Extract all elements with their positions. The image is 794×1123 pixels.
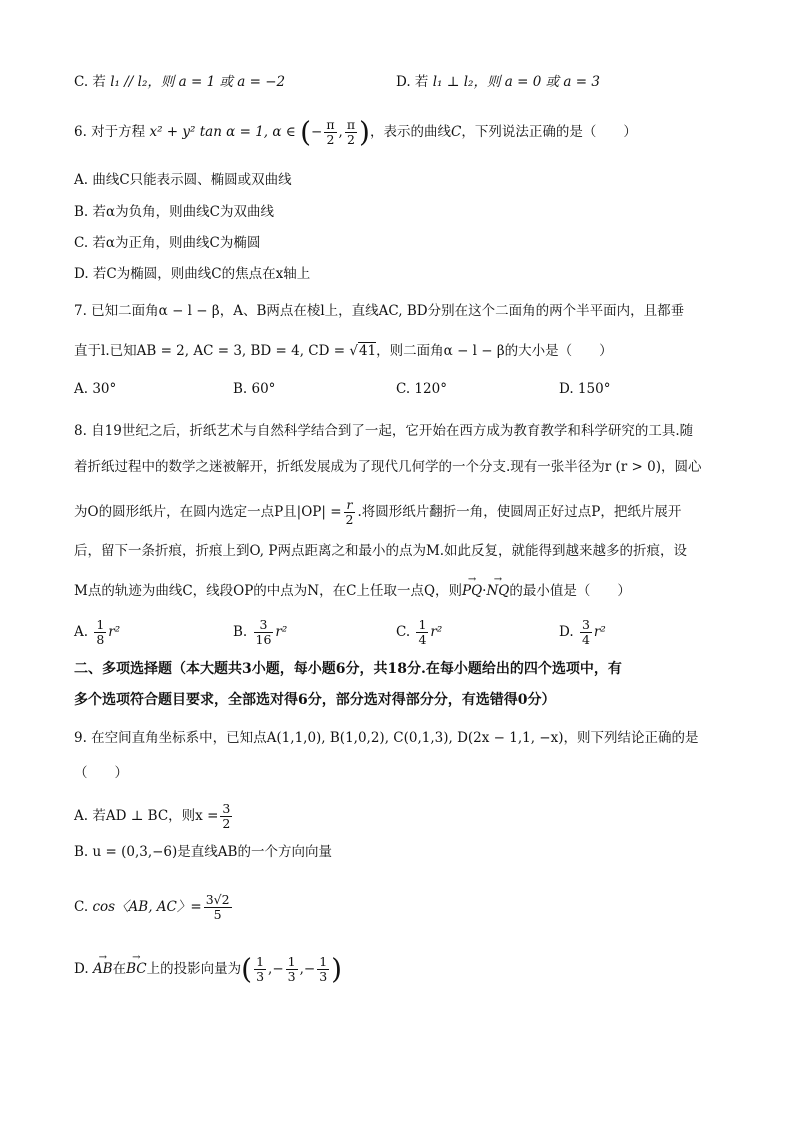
q8-stem-line1: 8. 自19世纪之后，折纸艺术与自然科学结合到了一起，它开始在西方成为教育教学和科学研究的工具.随 — [74, 423, 694, 439]
q8-r-num: r — [344, 498, 356, 513]
q6-frac-pi-half — [345, 118, 357, 147]
q8-a-label: A. — [74, 624, 89, 640]
q8-a-frac — [94, 618, 106, 647]
q8-c-frac — [416, 618, 428, 647]
q8-b-num: 3 — [254, 618, 274, 633]
q8-stem-line4: 后，留下一条折痕，折痕上到O, P两点距离之和最小的点为M.如此反复，就能得到越来越多的折痕，设 — [74, 543, 688, 559]
q8-c-label: C. — [396, 624, 411, 640]
q7-option-b: B. 60° — [233, 381, 276, 397]
q6-two-1: 2 — [326, 132, 335, 147]
q5-d-label: D. 若 — [396, 74, 429, 90]
q9-d-label: D. — [74, 961, 89, 977]
q7-option-a: A. 30° — [74, 381, 117, 397]
q7-question: ，则二面角α − l − β的大小是（ ） — [376, 343, 613, 359]
q5-d-condition: l₁ ⊥ l₂，则 — [432, 74, 501, 90]
q9-d-frac2 — [286, 955, 298, 984]
q8-d-rsq: r² — [593, 624, 606, 640]
q9-d-vector-ab: → AB — [93, 960, 113, 978]
section2-heading-line1: 二、多项选择题（本大题共3小题，每小题6分，共18分.在每小题给出的四个选项中，有 — [74, 661, 622, 677]
q9-a-den: 2 — [222, 816, 231, 831]
q5-d-result: a = 0 或 a = 3 — [504, 74, 600, 90]
q8-op-condition: 为O的圆形纸片，在圆内选定一点P且|OP| = — [74, 504, 342, 520]
q8-stem-line3 — [74, 498, 681, 527]
q6-equation: x² + y² tan α = 1, α ∈ — [149, 124, 296, 140]
q9-answer-paren: （ ） — [74, 765, 128, 781]
q6-option-a: A. 曲线C只能表示圆、椭圆或双曲线 — [74, 172, 292, 188]
q8-a-rsq: r² — [108, 624, 121, 640]
q6-pi-1: π — [326, 117, 335, 132]
q6-left-paren: ( — [300, 115, 311, 149]
q9-c-cos: cos〈AB, AC〉= — [92, 899, 202, 915]
q9-a-text: A. 若AD ⊥ BC，则x = — [74, 808, 219, 824]
q6-stem-prefix: 6. 对于方程 — [74, 124, 146, 140]
q9-option-a — [74, 802, 234, 831]
q7-stem-line2: 直于l.已知AB = 2, AC = 3, BD = 4, CD = √41，则二面角α − l − β的大小是（ ） — [74, 343, 613, 359]
q9-d-neg1: − — [272, 961, 284, 977]
q8-d-den: 4 — [581, 632, 590, 647]
q9-c-num: 3√2 — [205, 892, 230, 907]
q9-d-comma2: , — [299, 961, 304, 977]
q9-d-on: 在 — [112, 961, 127, 977]
q5-option-d — [396, 73, 600, 91]
q8-a-num: 1 — [96, 617, 105, 632]
q8-question: 的最小值是（ ） — [509, 583, 631, 599]
q6-stem-suffix: ，下列说法正确的是（ ） — [461, 124, 637, 140]
q8-fold-text: .将圆形纸片翻折一角，使圆周正好过点P，把纸片展开 — [357, 504, 682, 520]
q8-d-frac — [580, 618, 592, 647]
q6-stem-middle: ，表示的曲线 — [369, 124, 451, 140]
q5-option-c — [74, 73, 285, 91]
q9-d-text: 上的投影向量为 — [146, 961, 242, 977]
q7-sqrt41: 41 — [358, 343, 377, 359]
q6-option-c: C. 若α为正角，则曲线C为椭圆 — [74, 235, 261, 251]
q8-r-half — [344, 498, 356, 527]
q6-right-paren: ) — [359, 115, 370, 149]
q9-d-vector-bc: → BC — [126, 960, 147, 978]
q8-vector-pq: → PQ — [462, 582, 482, 600]
q9-d-num1: 1 — [256, 954, 265, 969]
q9-d-left-paren: ( — [241, 952, 253, 986]
q9-option-d — [74, 952, 343, 986]
q8-d-num: 3 — [581, 617, 590, 632]
q9-d-frac3 — [317, 955, 329, 984]
q9-d-den3: 3 — [319, 969, 328, 984]
q9-d-num2: 1 — [287, 954, 296, 969]
q7-option-c: C. 120° — [396, 381, 447, 397]
q7-conditions: 直于l.已知AB = 2, AC = 3, BD = 4, CD = — [74, 343, 346, 359]
q8-vector-nq: → NQ — [486, 582, 509, 600]
q6-option-b: B. 若α为负角，则曲线C为双曲线 — [74, 204, 274, 220]
q9-option-c — [74, 893, 234, 922]
q8-b-label: B. — [233, 624, 248, 640]
q9-c-frac — [204, 893, 232, 922]
q8-option-d — [559, 618, 606, 647]
q6-stem: 6. 对于方程 x² + y² tan α = 1, α ∈ (− $\frac{\pi}{2}$ , $\frac{\pi}{2}$ )，表示的曲线C，下列说法正确的是（ ） — [74, 115, 637, 149]
q9-d-num3: 1 — [319, 954, 328, 969]
q9-a-frac — [220, 802, 232, 831]
q7-option-d: D. 150° — [559, 381, 611, 397]
q9-c-label: C. — [74, 899, 89, 915]
q8-stem-line2: 着折纸过程中的数学之迷被解开，折纸发展成为了现代几何学的一个分支.现有一张半径为r (r > 0)，圆心 — [74, 459, 702, 475]
q8-option-a — [74, 618, 120, 647]
q6-minus: − — [311, 124, 323, 140]
q8-c-den: 4 — [418, 632, 427, 647]
q6-pi-2: π — [346, 117, 356, 132]
q8-option-c — [396, 618, 442, 647]
q5-c-label: C. 若 — [74, 74, 106, 90]
q8-locus-text: M点的轨迹为曲线C，线段OP的中点为N，在C上任取一点Q，则 — [74, 583, 463, 599]
q6-frac-neg-pi-half — [324, 118, 336, 147]
q6-curve-symbol: C — [450, 124, 462, 140]
q6-option-d: D. 若C为椭圆，则曲线C的焦点在x轴上 — [74, 266, 311, 282]
q9-c-den: 5 — [213, 907, 222, 922]
q8-c-rsq: r² — [430, 624, 443, 640]
q8-stem-line5: M点的轨迹为曲线C，线段OP的中点为N，在C上任取一点Q，则→ PQ·→ NQ的最小值是（ ） — [74, 582, 631, 600]
q8-b-frac — [254, 618, 274, 647]
q8-r-den: 2 — [345, 512, 354, 527]
q8-d-label: D. — [559, 624, 574, 640]
q5-c-condition: l₁ // l₂，则 — [110, 74, 175, 90]
q9-option-b: B. u = (0,3,−6)是直线AB的一个方向向量 — [74, 844, 332, 860]
q9-a-num: 3 — [222, 801, 231, 816]
q8-b-den: 16 — [255, 632, 272, 647]
q8-a-den: 8 — [96, 632, 105, 647]
q9-d-right-paren: ) — [331, 952, 343, 986]
q8-b-rsq: r² — [275, 624, 288, 640]
q9-d-den1: 3 — [256, 969, 265, 984]
q9-d-comma1: , — [268, 961, 273, 977]
section2-heading-line2: 多个选项符合题目要求，全部选对得6分，部分选对得部分分，有选错得0分） — [74, 692, 556, 708]
q9-d-frac1 — [254, 955, 266, 984]
q7-stem-line1: 7. 已知二面角α − l − β，A、B两点在棱l上，直线AC, BD分别在这个二面角的两个半平面内，且都垂 — [74, 303, 685, 319]
q5-c-result: a = 1 或 a = −2 — [178, 74, 286, 90]
q6-two-2: 2 — [346, 132, 355, 147]
q8-c-num: 1 — [418, 617, 427, 632]
q9-d-neg2: − — [303, 961, 316, 977]
q8-option-b — [233, 618, 287, 647]
q9-d-den2: 3 — [287, 969, 296, 984]
q9-stem: 9. 在空间直角坐标系中，已知点A(1,1,0), B(1,0,2), C(0,1,3), D(2x − 1,1, −x)，则下列结论正确的是 — [74, 730, 699, 746]
